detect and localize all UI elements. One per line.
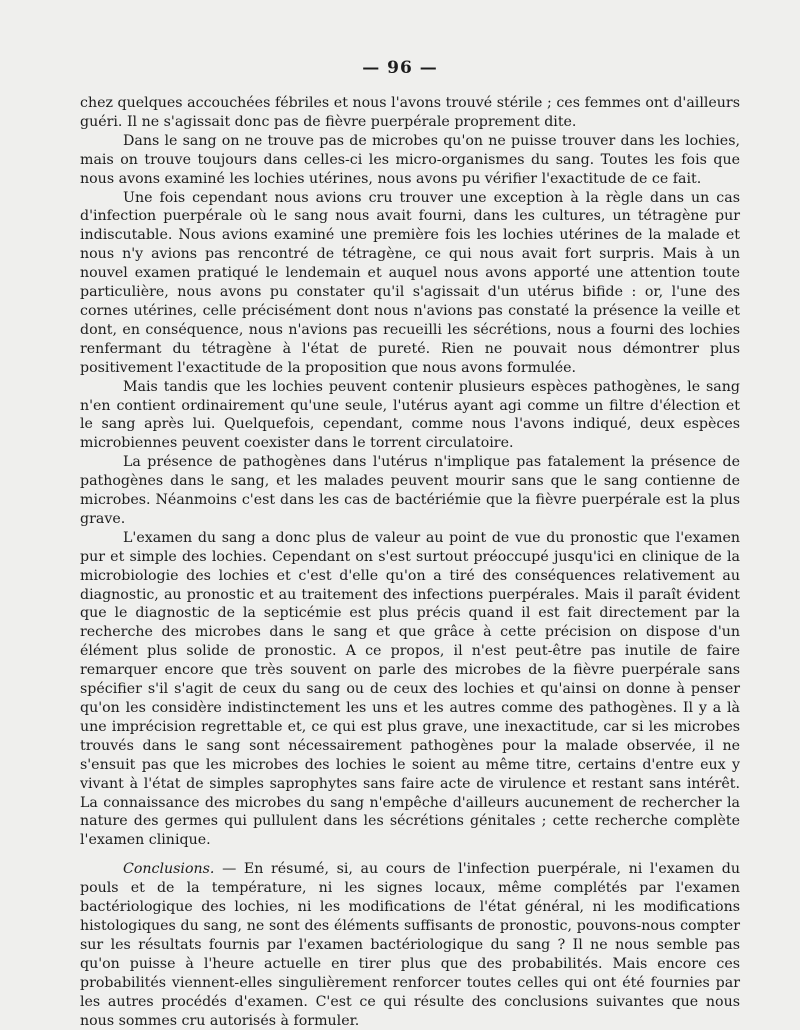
paragraph-3: Une fois cependant nous avions cru trouver une exception à la règle dans un cas d'infection puerpérale où le sang nous avait fourni, dans les cultures, un tétragène pur indiscutable. Nous avions examiné une première fois les lochies utérines de la malade et nous n'y avions pas rencontré de tétragène, ce qui nous avait fort surpris. Mais à un nouvel examen pratiqué le lendemain et auquel nous avons apporté une attention toute particulière, nous avons pu constater qu'il s'agissait d'un utérus bifide : or, l'une des cornes utérines, celle précisément dont nous n'avions pas constaté la présence la veille et dont, en conséquence, nous n'avions pas recueilli les sécrétions, nous a fourni des lochies renfermant du tétragène à l'état de pureté. Rien ne pouvait nous démontrer plus positivement l'exactitude de la proposition que nous avons formulée. <box>80 189 740 376</box>
paragraph-1: chez quelques accouchées fébriles et nous l'avons trouvé stérile ; ces femmes ont d'ailleurs guéri. Il ne s'agissait donc pas de fièvre puerpérale proprement dite. <box>80 95 740 130</box>
body-text <box>80 94 740 1030</box>
conclusions-heading: Conclusions. <box>123 861 215 878</box>
conclusions-text: — En résumé, si, au cours de l'infection puerpérale, ni l'examen du pouls et de la température, ni les signes locaux, même complétés par l'examen bactériologique des lochies, ni les modifications de l'état général, ni les modifications histologiques du sang, ne sont des éléments suffisants de pronostic, pouvons-nous compter sur les résultats fournis par l'examen bactériologique du sang ? Il ne nous semble pas qu'on puisse à l'heure actuelle en tirer plus que des probabilités. Mais encore ces probabilités viennent-elles singulièrement renforcer toutes celles qui ont été fournies par les autres procédés d'examen. C'est ce qui résulte des conclusions suivantes que nous nous sommes cru autorisés à formuler. <box>80 861 740 1029</box>
page-number: — 96 — <box>362 58 438 78</box>
paragraph-4: Mais tandis que les lochies peuvent contenir plusieurs espèces pathogènes, le sang n'en contient ordinairement qu'une seule, l'utérus ayant agi comme un filtre d'élection et le sang après lui. Quelquefois, cependant, comme nous l'avons indiqué, deux espèces microbiennes peuvent coexister dans le torrent circulatoire. <box>80 378 740 452</box>
paragraph-6: L'examen du sang a donc plus de valeur au point de vue du pronostic que l'examen pur et simple des lochies. Cependant on s'est surtout préoccupé jusqu'ici en clinique de la microbiologie des lochies et c'est d'elle qu'on a tiré des conséquences relativement au diagnostic, au pronostic et au traitement des infections puerpérales. Mais il paraît évident que le diagnostic de la septicémie est plus précis quand il est fait directement par la recherche des microbes dans le sang et que grâce à cette précision on dispose d'un élément plus solide de pronostic. A ce propos, il n'est peut-être pas inutile de faire remarquer encore que très souvent on parle des microbes de la fièvre puerpérale sans spécifier s'il s'agit de ceux du sang ou de ceux des lochies et qu'ainsi on donne à penser qu'on les considère indistinctement les uns et les autres comme des pathogènes. Il y a là une imprécision regrettable et, ce qui est plus grave, une inexactitude, car si les microbes trouvés dans le sang sont nécessairement pathogènes pour la malade observée, il ne s'ensuit pas que les microbes des lochies le soient au même titre, certains d'entre eux y vivant à l'état de simples saprophytes sans faire acte de virulence et restant sans intérêt. La connaissance des microbes du sang n'empêche d'ailleurs aucunement de rechercher la nature des germes qui pullulent dans les sécrétions génitales ; cette recherche complète l'examen clinique. <box>80 529 740 849</box>
conclusions-paragraph <box>80 860 740 1030</box>
paragraph-5: La présence de pathogènes dans l'utérus n'implique pas fatalement la présence de pathogènes dans le sang, et les malades peuvent mourir sans que le sang contienne de microbes. Néanmoins c'est dans les cas de bactériémie que la fièvre puerpérale est la plus grave. <box>80 454 740 527</box>
paragraph-2: Dans le sang on ne trouve pas de microbes qu'on ne puisse trouver dans les lochies, mais on trouve toujours dans celles-ci les micro-organismes du sang. Toutes les fois que nous avons examiné les lochies utérines, nous avons pu vérifier l'exactitude de ce fait. <box>80 132 740 187</box>
